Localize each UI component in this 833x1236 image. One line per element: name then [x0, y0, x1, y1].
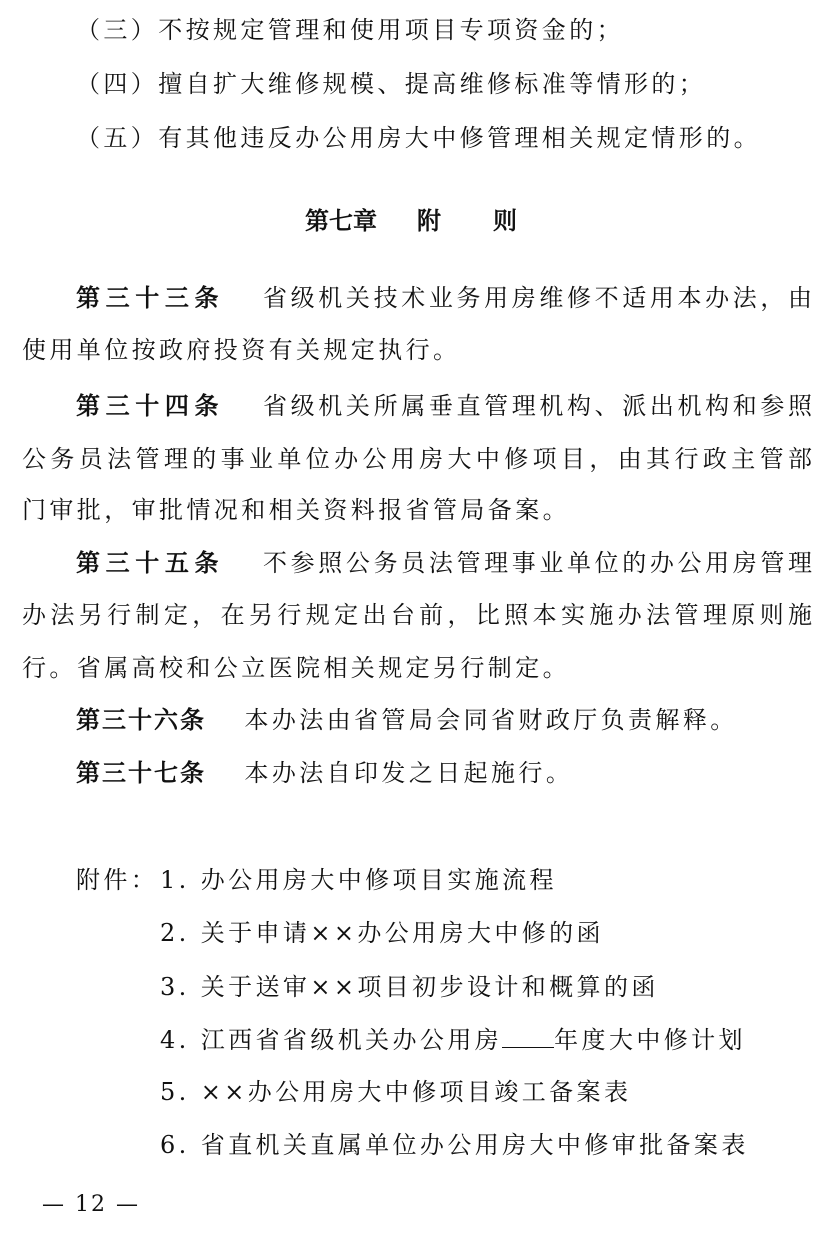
- chapter-name-1: 附: [417, 207, 441, 235]
- list-item: （三）不按规定管理和使用项目专项资金的；: [76, 16, 624, 44]
- article-text: 公务员法管理的事业单位办公用房大中修项目，由其行政主管部: [22, 445, 812, 473]
- attachment-item: 6. 省直机关直属单位办公用房大中修审批备案表: [160, 1131, 749, 1159]
- chapter-number: 第七章: [305, 207, 377, 235]
- attachment-item: 2. 关于申请××办公用房大中修的函: [160, 919, 604, 947]
- article-label: 第三十四条: [76, 392, 225, 420]
- article-text: 使用单位按政府投资有关规定执行。: [22, 336, 461, 364]
- page-number: — 12 —: [42, 1192, 140, 1217]
- attachment-item-suffix: 年度大中修计划: [554, 1026, 746, 1054]
- attachment-item: [160, 1025, 746, 1055]
- article-text: 门审批，审批情况和相关资料报省管局备案。: [22, 496, 570, 524]
- chapter-title: [305, 201, 517, 236]
- article-text: 不参照公务员法管理事业单位的办公用房管理: [263, 549, 813, 577]
- article-label: 第三十三条: [76, 284, 225, 312]
- chapter-name-2: 则: [493, 207, 517, 235]
- article-text: 行。省属高校和公立医院相关规定另行制定。: [22, 654, 570, 682]
- attachment-item: 3. 关于送审××项目初步设计和概算的函: [160, 973, 659, 1001]
- article-label: 第三十七条: [76, 759, 206, 787]
- attachment-item: 5. ××办公用房大中修项目竣工备案表: [160, 1078, 632, 1106]
- list-item: （四）擅自扩大维修规模、提高维修标准等情形的；: [76, 70, 707, 98]
- year-blank: [502, 1027, 554, 1048]
- article-text: 本办法由省管局会同省财政厅负责解释。: [244, 706, 738, 734]
- article-text: 办法另行制定，在另行规定出台前，比照本实施办法管理原则施: [22, 601, 812, 629]
- article-text: 省级机关所属垂直管理机构、派出机构和参照: [263, 392, 813, 420]
- attachment-item-text: 4. 江西省省级机关办公用房: [160, 1026, 503, 1054]
- article-text: 本办法自印发之日起施行。: [244, 759, 574, 787]
- article-label: 第三十六条: [76, 706, 206, 734]
- attachment-item: 1. 办公用房大中修项目实施流程: [160, 866, 557, 894]
- article-33: [76, 283, 812, 313]
- article-35: [76, 548, 812, 578]
- article-label: 第三十五条: [76, 549, 225, 577]
- article-text: 省级机关技术业务用房维修不适用本办法，由: [263, 284, 813, 312]
- attachments-label: 附件：: [76, 866, 159, 894]
- article-34: [76, 391, 812, 421]
- list-item: （五）有其他违反办公用房大中修管理相关规定情形的。: [76, 124, 761, 152]
- article-36: [76, 705, 738, 735]
- article-37: [76, 758, 573, 788]
